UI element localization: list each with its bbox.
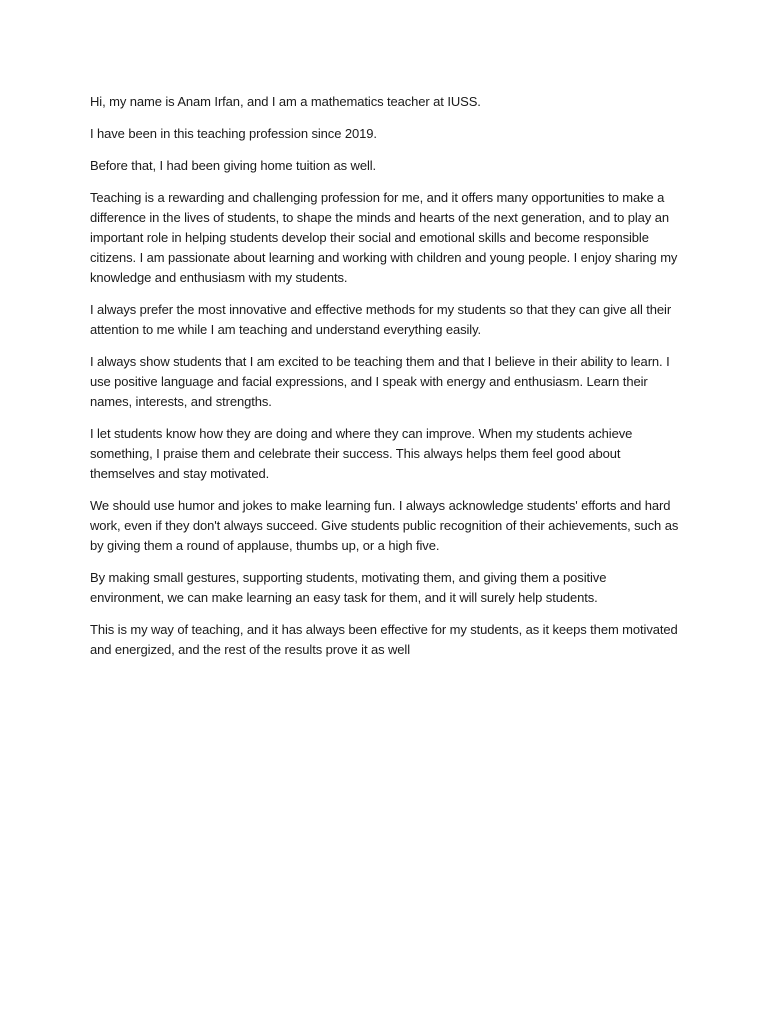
paragraph-experience: I have been in this teaching profession since 2019. <box>90 126 377 141</box>
paragraph-conclusion: This is my way of teaching, and it has always been effective for my students, as it keeps them motivated and energized, and the rest of the results prove it as well <box>90 622 678 657</box>
paragraph-small-gestures: By making small gestures, supporting students, motivating them, and giving them a positive environment, we can make learning an easy task for them, and it will surely help students. <box>90 570 607 605</box>
paragraph-intro: Hi, my name is Anam Irfan, and I am a mathematics teacher at IUSS. <box>90 94 481 109</box>
paragraph-feedback: I let students know how they are doing and where they can improve. When my students achieve something, I praise them and celebrate their success. This always helps them feel good about themselves and stay motivated. <box>90 426 633 481</box>
paragraph-innovative-methods: I always prefer the most innovative and effective methods for my students so that they can give all their attention to me while I am teaching and understand everything easily. <box>90 302 672 337</box>
paragraph-show-excitement: I always show students that I am excited to be teaching them and that I believe in their ability to learn. I use positive language and facial expressions, and I speak with energy and enthusiasm. Learn their names, interests, and strengths. <box>90 354 670 409</box>
paragraph-teaching-profession: Teaching is a rewarding and challenging profession for me, and it offers many opportunities to make a difference in the lives of students, to shape the minds and hearts of the next generation, and to play an important role in helping students develop their social and emotional skills and become responsible citizens. I am passionate about learning and working with children and young people. I enjoy sharing my knowledge and enthusiasm with my students. <box>90 190 678 285</box>
paragraph-humor: We should use humor and jokes to make learning fun. I always acknowledge students' efforts and hard work, even if they don't always succeed. Give students public recognition of their achievements, such as by giving them a round of applause, thumbs up, or a high five. <box>90 498 679 553</box>
paragraph-home-tuition: Before that, I had been giving home tuition as well. <box>90 158 377 173</box>
document-body <box>90 92 680 672</box>
